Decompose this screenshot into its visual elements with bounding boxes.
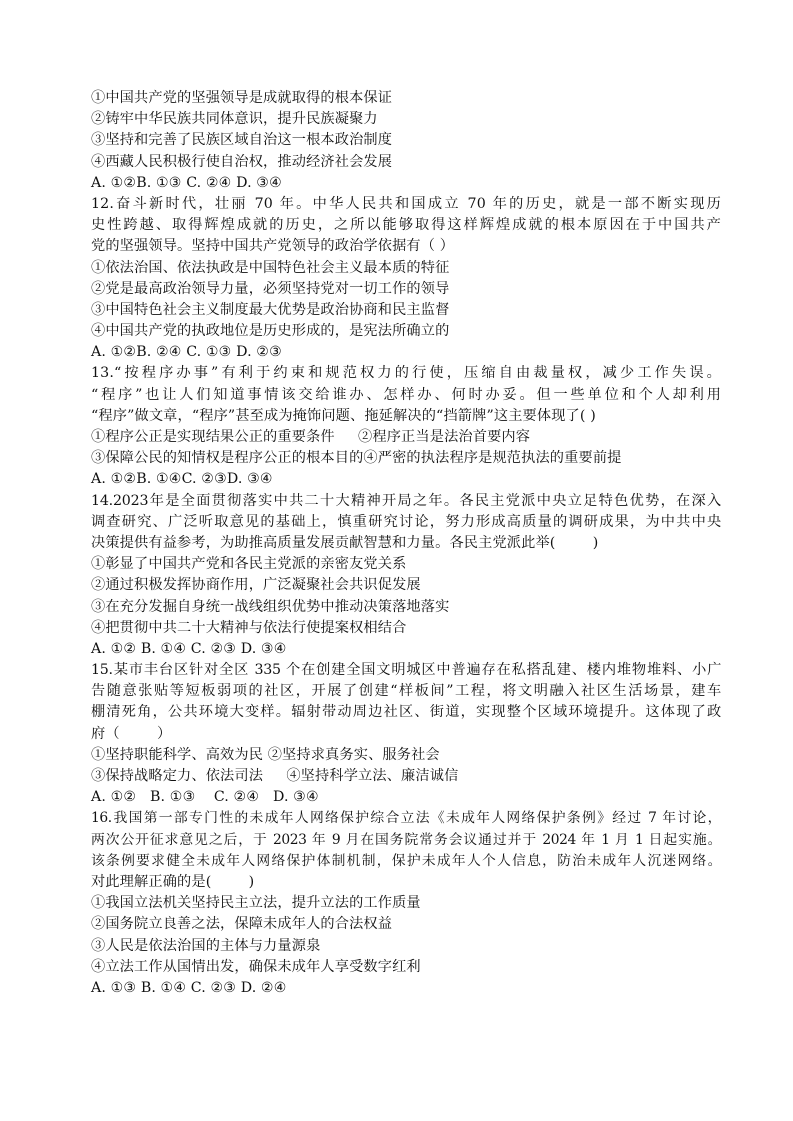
q15-options: A. ①② B. ①③ C. ②④ D. ③④ — [91, 789, 319, 806]
q12-stem-line-2: 史性跨越、取得辉煌成就的历史，之所以能够取得这样辉煌成就的根本原因在于中国共产 — [91, 217, 721, 234]
q13-items-row-1: ①程序公正是实现结果公正的重要条件 ②程序正当是法治首要内容 — [91, 429, 531, 445]
q14-item-4: ④把贯彻中共二十大精神与依法行使提案权相结合 — [91, 619, 407, 636]
question-12 — [91, 194, 721, 364]
question-11-tail — [91, 88, 721, 194]
q14-stem-line-1: 14.2023年是全面贯彻落实中共二十大精神开局之年。各民主党派中央立足特色优势，在深入 — [91, 492, 721, 509]
q14-item-1: ①彰显了中国共产党和各民主党派的亲密友党关系 — [91, 556, 407, 573]
question-14 — [91, 491, 721, 661]
q15-items-row-2: ③保持战略定力、依法司法 ④坚持科学立法、廉洁诚信 — [91, 768, 459, 784]
q15-stem-line-4: 府（ ） — [91, 725, 172, 742]
q14-stem-line-2: 调查研究、广泛听取意见的基础上，慎重研究讨论，努力形成高质量的调研成果，为中共中央 — [91, 513, 721, 530]
q12-stem-line-1: 12.奋斗新时代，壮丽 70 年。中华人民共和国成立 70 年的历史，就是一部不断实现历 — [91, 195, 721, 212]
question-15 — [91, 660, 721, 808]
q16-stem-line-3: 该条例要求健全未成年人网络保护体制机制，保护未成年人个人信息，防治未成年人沉迷网络。 — [91, 852, 721, 869]
q13-stem-line-1: 13.“按程序办事”有利于约束和规范权力的行使，压缩自由裁量权，减少工作失误。 — [91, 365, 721, 382]
q16-item-1: ①我国立法机关坚持民主立法，提升立法的工作质量 — [91, 895, 421, 912]
q15-stem-line-3: 棚清死角，公共环境大变样。辐射带动周边社区、街道，实现整个区域环境提升。这体现了政 — [91, 704, 721, 721]
q14-item-3: ③在充分发掘自身统一战线组织优势中推动决策落地落实 — [91, 598, 450, 615]
q16-item-4: ④立法工作从国情出发，确保未成年人享受数字红利 — [91, 958, 421, 975]
q13-options: A. ①②B. ①④C. ②③D. ③④ — [91, 471, 273, 488]
q12-item-4: ④中国共产党的执政地位是历史形成的，是宪法所确立的 — [91, 323, 450, 340]
question-16 — [91, 808, 721, 999]
q16-stem-line-4: 对此理解正确的是( ) — [91, 873, 255, 890]
q12-item-3: ③中国特色社会主义制度最大优势是政治协商和民主监督 — [91, 301, 450, 318]
q15-stem-line-2: 告随意张贴等短板弱项的社区，开展了创建“样板间”工程，将文明融入社区生活场景，建车 — [91, 683, 721, 700]
q13-stem-line-2: “程序”也让人们知道事情该交给谁办、怎样办、何时办妥。但一些单位和个人却利用 — [91, 386, 721, 403]
q12-item-1: ①依法治国、依法执政是中国特色社会主义最本质的特征 — [91, 259, 450, 276]
q11-item-3: ③坚持和完善了民族区域自治这一根本政治制度 — [91, 132, 393, 149]
q16-item-2: ②国务院立良善之法，保障未成年人的合法权益 — [91, 916, 393, 933]
q16-item-3: ③人民是依法治国的主体与力量源泉 — [91, 937, 321, 954]
q11-item-1: ①中国共产党的坚强领导是成就取得的根本保证 — [91, 90, 393, 106]
q14-options: A. ①② B. ①④ C. ②③ D. ③④ — [91, 640, 287, 657]
q14-stem-line-3: 决策提供有益参考，为助推高质量发展贡献智慧和力量。各民主党派此举( ) — [91, 534, 599, 551]
q16-options: A. ①③ B. ①④ C. ②③ D. ②④ — [91, 979, 287, 996]
q15-stem-line-1: 15.某市丰台区针对全区 335 个在创建全国文明城区中普遍存在私搭乱建、楼内堆物堆料、小广 — [91, 662, 721, 679]
q13-items-row-2: ③保障公民的知情权是程序公正的根本目的④严密的执法程序是规范执法的重要前提 — [91, 450, 622, 467]
question-13 — [91, 363, 721, 490]
q13-stem-line-3: “程序”做文章，“程序”甚至成为掩饰问题、拖延解决的“挡箭牌”这主要体现了( ) — [91, 407, 596, 424]
q11-options: A. ①②B. ①③ C. ②④ D. ③④ — [91, 174, 282, 191]
q11-item-4: ④西藏人民积极行使自治权，推动经济社会发展 — [91, 153, 393, 170]
q12-item-2: ②党是最高政治领导力量，必须坚持党对一切工作的领导 — [91, 280, 450, 297]
q15-items-row-1: ①坚持职能科学、高效为民 ②坚持求真务实、服务社会 — [91, 746, 440, 763]
q11-item-2: ②铸牢中华民族共同体意识，提升民族凝聚力 — [91, 111, 378, 128]
q12-options: A. ①②B. ②④ C. ①③ D. ②③ — [91, 344, 282, 361]
q12-stem-line-3: 党的坚强领导。坚持中国共产党领导的政治学依据有（ ） — [91, 238, 455, 255]
q14-item-2: ②通过积极发挥协商作用，广泛凝聚社会共识促发展 — [91, 577, 421, 594]
page-content — [91, 88, 721, 999]
q16-stem-line-1: 16.我国第一部专门性的未成年人网络保护综合立法《未成年人网络保护条例》经过 7 年讨论， — [91, 810, 721, 827]
q16-stem-line-2: 两次公开征求意见之后，于 2023 年 9 月在国务院常务会议通过并于 2024 年 1 月 1 日起实施。 — [91, 831, 721, 848]
